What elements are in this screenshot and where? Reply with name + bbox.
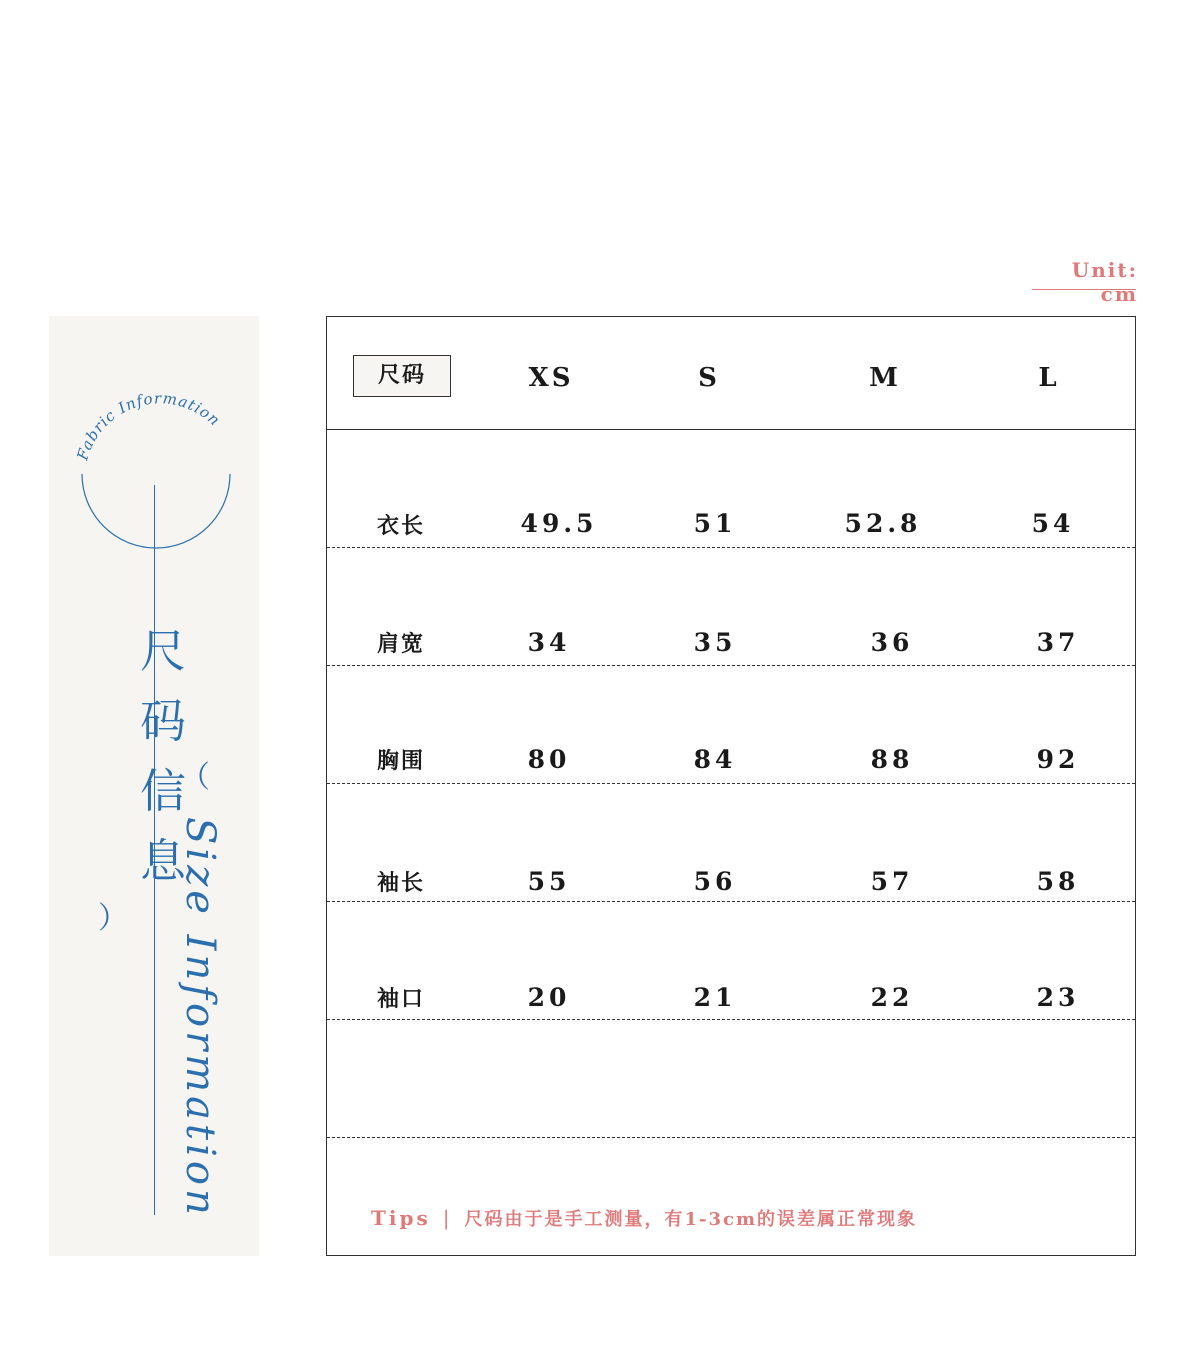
table-cell: 88 (870, 745, 914, 774)
row-divider (327, 1137, 1135, 1138)
size-header-tag: 尺码 (353, 355, 451, 397)
table-cell: 80 (527, 745, 571, 774)
row-label-cuff: 袖口 (377, 987, 426, 1012)
table-cell: 34 (527, 628, 571, 657)
header-divider (327, 429, 1135, 430)
row-label-shoulder: 肩宽 (377, 632, 426, 657)
tips-separator: | (442, 1206, 453, 1230)
row-divider (327, 1019, 1135, 1020)
tips-note: 尺码由于是手工测量，有1-3cm的误差属正常现象 (464, 1209, 918, 1230)
row-divider (327, 901, 1135, 902)
vertical-rule (154, 485, 155, 1215)
col-header-l: L (1038, 363, 1060, 393)
table-cell: 55 (527, 867, 571, 896)
paren-open: （ (180, 760, 210, 795)
table-cell: 22 (870, 983, 914, 1012)
table-cell: 37 (1036, 628, 1080, 657)
table-cell: 23 (1036, 983, 1080, 1012)
table-cell: 56 (693, 867, 737, 896)
tips-label: Tips (371, 1206, 431, 1230)
unit-underline (1032, 289, 1136, 290)
col-header-s: S (698, 363, 720, 393)
table-cell: 54 (1031, 509, 1075, 538)
row-divider (327, 665, 1135, 666)
row-label-chest: 胸围 (377, 749, 426, 774)
title-char: 信 (140, 764, 186, 818)
row-label-sleeve: 袖长 (377, 871, 426, 896)
side-title-en: Size Information (177, 817, 223, 1219)
paren-close: ） (98, 901, 128, 936)
arc-semicircle (82, 474, 230, 548)
col-header-m: M (869, 363, 901, 393)
title-char: 息 (140, 834, 186, 888)
row-label-length: 衣长 (377, 514, 426, 539)
table-cell: 35 (693, 628, 737, 657)
table-cell: 36 (870, 628, 914, 657)
unit-label: Unit: cm (1071, 258, 1138, 306)
row-divider (327, 547, 1135, 548)
table-cell: 52.8 (844, 509, 922, 538)
col-header-xs: XS (528, 363, 574, 393)
title-char: 尺 (140, 624, 186, 678)
size-table (326, 316, 1136, 1256)
table-cell: 21 (693, 983, 737, 1012)
table-cell: 20 (527, 983, 571, 1012)
table-cell: 57 (870, 867, 914, 896)
title-char: 码 (140, 694, 186, 748)
table-cell: 58 (1036, 867, 1080, 896)
table-cell: 49.5 (520, 509, 598, 538)
arc-text: Fabric Information (73, 389, 225, 463)
table-cell: 84 (693, 745, 737, 774)
row-divider (327, 783, 1135, 784)
table-cell: 51 (693, 509, 737, 538)
tips-line (371, 1205, 917, 1231)
table-cell: 92 (1036, 745, 1080, 774)
